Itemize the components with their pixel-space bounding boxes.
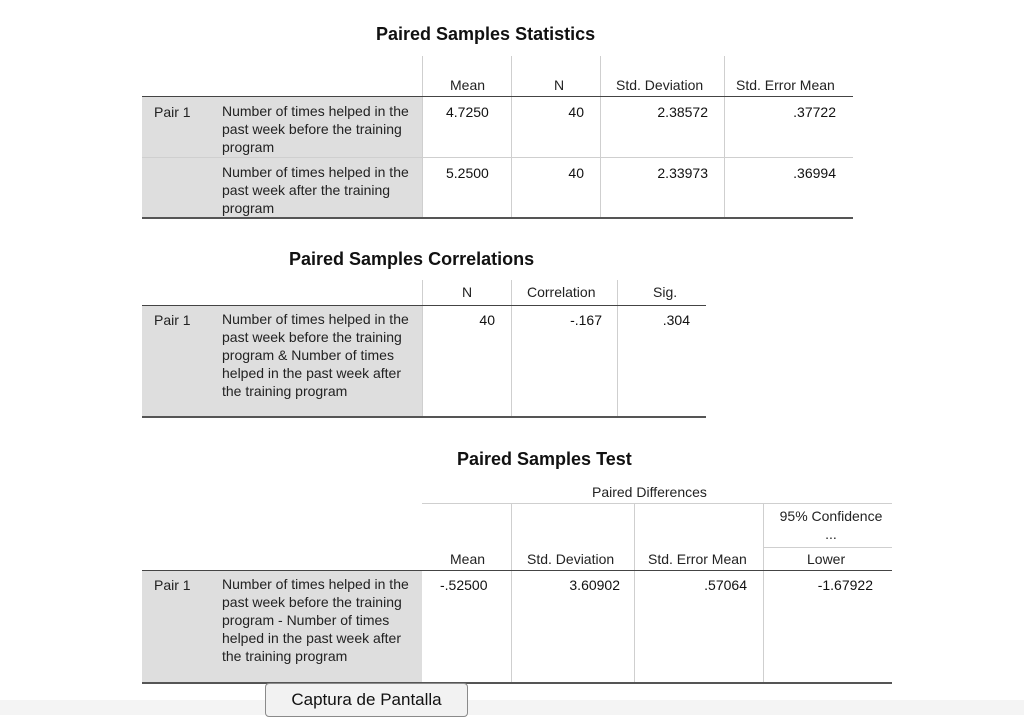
stats-pair-label: Pair 1	[154, 104, 191, 120]
stats-row-1-n: 40	[568, 104, 584, 120]
corr-pair-label: Pair 1	[154, 312, 191, 328]
test-header-lower: Lower	[807, 551, 846, 567]
test-row-std-dev: 3.60902	[569, 577, 620, 593]
corr-row-correlation: -.167	[570, 312, 602, 328]
corr-row-n: 40	[479, 312, 495, 328]
stats-row-1-std-err: .37722	[793, 104, 836, 120]
test-header-mean: Mean	[450, 551, 486, 567]
bottom-bar	[0, 700, 1024, 715]
stats-row-1-std-dev: 2.38572	[657, 104, 708, 120]
corr-header-sig: Sig.	[653, 284, 678, 300]
corr-row-desc: Number of times helped in the past week before the training program & Number of times helped in the past week after the training program	[222, 311, 409, 399]
stats-row-2-desc: Number of times helped in the past week after the training program	[222, 164, 409, 216]
screenshot-button[interactable]: Captura de Pantalla	[265, 683, 468, 717]
stats-table-title: Paired Samples Statistics	[376, 24, 596, 44]
test-pair-label: Pair 1	[154, 577, 191, 593]
stats-row-2-std-dev: 2.33973	[657, 165, 708, 181]
stats-row-2-n: 40	[568, 165, 584, 181]
stats-header-mean: Mean	[450, 77, 486, 93]
test-row-mean: -.52500	[440, 577, 488, 593]
test-row-lower: -1.67922	[817, 577, 873, 593]
test-table-title: Paired Samples Test	[457, 449, 632, 469]
corr-row-sig: .304	[662, 312, 690, 328]
corr-header-correlation: Correlation	[527, 284, 596, 300]
stats-header-std-dev: Std. Deviation	[616, 77, 704, 93]
stats-row-1-mean: 4.7250	[446, 104, 489, 120]
test-row-std-err: .57064	[704, 577, 747, 593]
test-header-std-err: Std. Error Mean	[648, 551, 747, 567]
stats-header-std-err: Std. Error Mean	[736, 77, 835, 93]
test-group-header: Paired Differences	[592, 484, 707, 500]
stats-row-2-std-err: .36994	[793, 165, 836, 181]
test-ci-header: 95% Confidence ...	[779, 508, 883, 542]
stats-row-2-mean: 5.2500	[446, 165, 489, 181]
stats-row-1-desc: Number of times helped in the past week before the training program	[222, 103, 409, 155]
corr-table-title: Paired Samples Correlations	[289, 249, 535, 269]
stats-header-n: N	[554, 77, 565, 93]
test-header-std-dev: Std. Deviation	[527, 551, 615, 567]
test-row-desc: Number of times helped in the past week before the training program - Number of times helped in the past week after the training program	[222, 576, 409, 664]
corr-header-n: N	[462, 284, 473, 300]
